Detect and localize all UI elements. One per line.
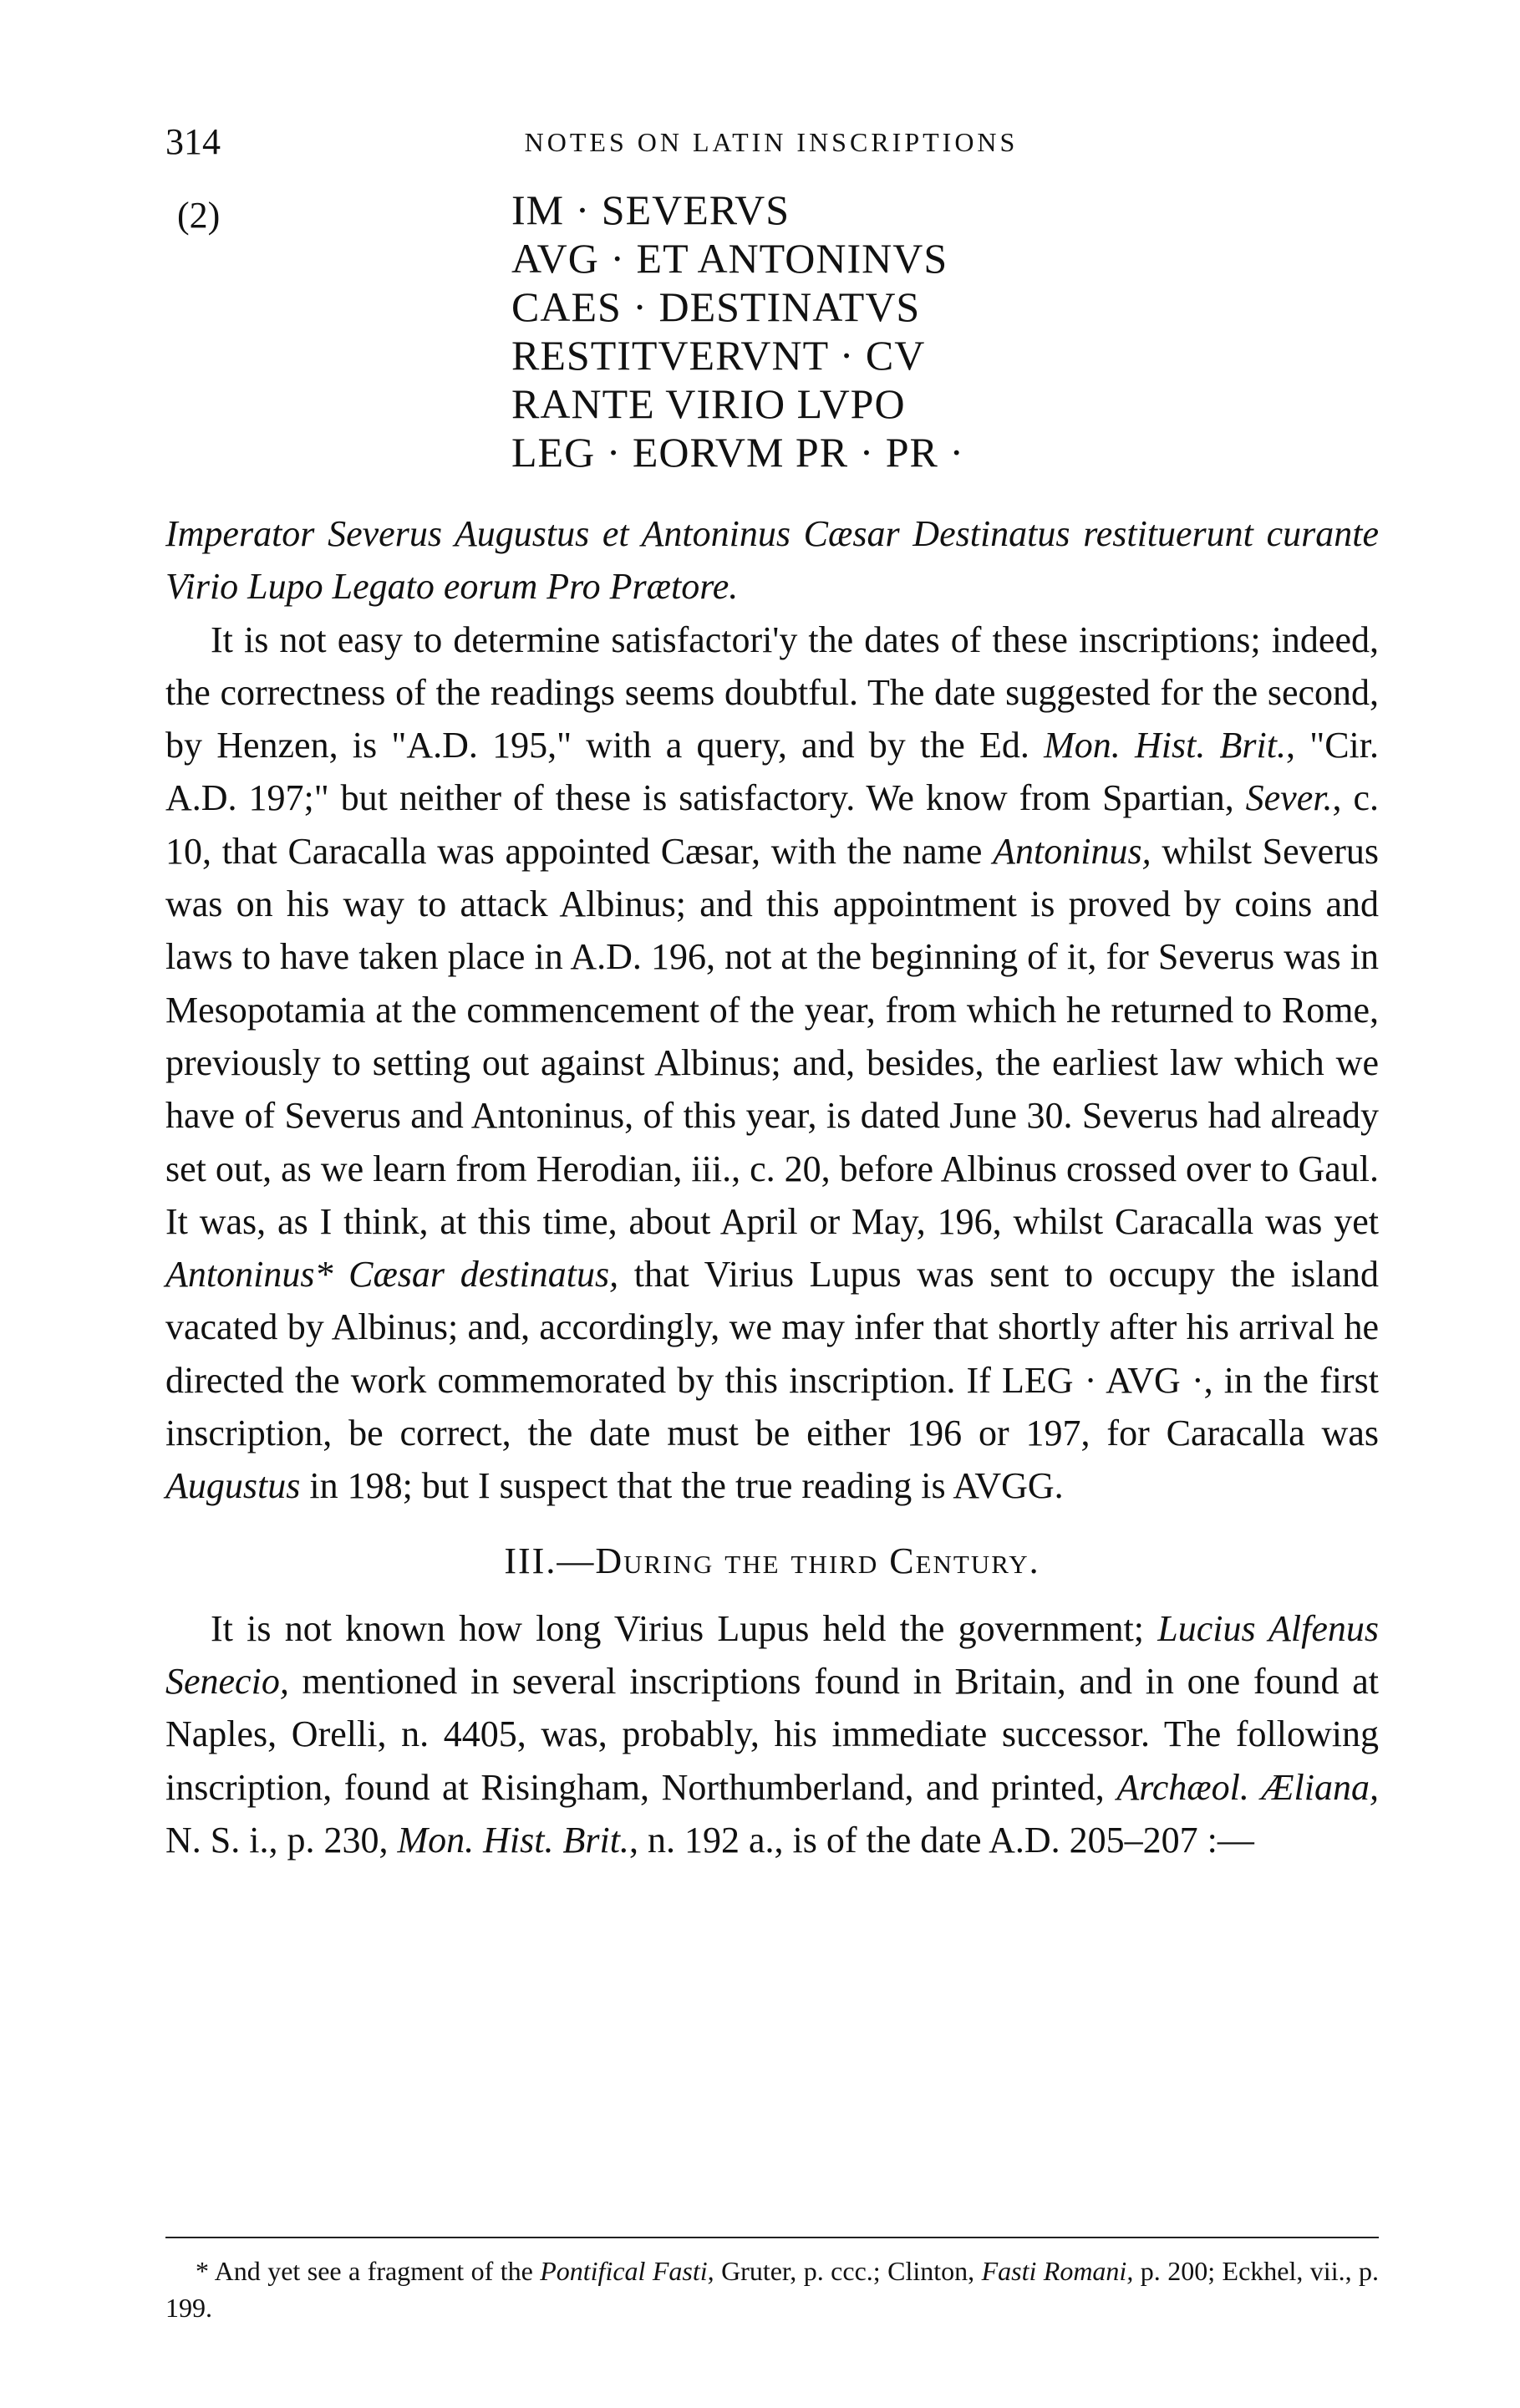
text-run: * And yet see a fragment of the (196, 2256, 541, 2286)
footnote (165, 2253, 1379, 2326)
paragraph-third-century (165, 1602, 1379, 1866)
text-run: that Virius Lupus was sent to occupy the island vacated by Albinus; and, accordingly, we may infer that shortly after his arrival he directed the work commemorated by this inscription. If LEG · AVG ·, in the first inscription, be correct, the date must be either 196 or 197, for Caracalla was (165, 1254, 1380, 1454)
italic-run: Archæol. Æliana, (1116, 1766, 1379, 1808)
running-head: NOTES ON LATIN INSCRIPTIONS (524, 127, 1019, 157)
text-run: whilst Severus was on his way to attack Albinus; and this appointment is proved by coins and laws to have taken place in A.D. 196, not at the beginning of it, for Severus was in Mesopotamia at the commencement of the year, from which he returned to Rome, previously to setting out against Albinus; and, besides, the earliest law which we have of Severus and Antoninus, of this year, is dated June 30. Severus had already set out, as we learn from Herodian, iii., c. 20, before Albinus crossed over to Gaul. It was, as I think, at this time, about April or May, 196, whilst Caracalla was yet (165, 830, 1379, 1242)
inscription-line: CAES · DESTINATVS (511, 283, 921, 330)
italic-run: Augustus (165, 1465, 301, 1507)
italic-run: Mon. Hist. Brit. (397, 1819, 629, 1861)
inscription-line: IM · SEVERVS (511, 186, 791, 233)
inscription-line: RESTITVERVNT · CV (511, 332, 926, 379)
text-run: It is not known how long Virius Lupus held the government; (211, 1607, 1158, 1649)
section-numeral: III.— (504, 1540, 596, 1581)
page-header (165, 117, 1377, 167)
body-text (165, 507, 1379, 1866)
text-run: mentioned in several inscriptions found in Britain, and in one found at Naples, Orelli, n. 4405, was, probably, his immediate successor. The following inscription, found at Risingham, Northumberland, and printed, (165, 1660, 1379, 1808)
inscription-line: RANTE VIRIO LVPO (511, 380, 906, 427)
section-title: During the third Century. (595, 1540, 1040, 1581)
page-number: 314 (165, 121, 221, 162)
text-run: Gruter, p. ccc.; Clinton, (714, 2256, 982, 2286)
inscription-number: (2) (177, 195, 221, 236)
text-run: It is not easy to determine satisfactori'y the dates of these inscriptions; indeed, the correctness of the readings seems doubtful. The date suggested for the second, by Henzen, is "A.D. 195," with a query, and by the Ed. (165, 619, 1379, 766)
italic-run: Sever. (1245, 777, 1333, 819)
text-run: p. 200; Eckhel, vii., p. 199. (165, 2256, 1380, 2323)
footnote-rule (165, 2237, 1379, 2238)
inscription-text (511, 186, 964, 476)
italic-run: Antoninus, (993, 830, 1151, 872)
footnote-text (165, 2253, 1379, 2326)
paragraph-dates (165, 613, 1379, 1513)
inscription-line: LEG · EORVM PR · PR · (511, 429, 965, 476)
inscription-translation: Imperator Severus Augustus et Antoninus Cæsar Destinatus restituerunt curante Virio Lupo Legato eorum Pro Prætore. (165, 513, 1379, 608)
italic-run: Fasti Romani, (981, 2256, 1134, 2286)
text-run: , n. 192 a., is of the date A.D. 205–207 :— (628, 1819, 1254, 1861)
text-run: N. S. i., p. 230, (165, 1819, 398, 1861)
section-heading (165, 1535, 1379, 1587)
italic-run: Lucius Alfenus Senecio, (165, 1607, 1379, 1702)
italic-run: Pontifical Fasti, (540, 2256, 714, 2286)
text-run: , c. 10, that Caracalla was appointed Cæsar, with the name (165, 777, 1379, 872)
italic-run: Mon. Hist. Brit. (1044, 725, 1287, 766)
inscription-line: AVG · ET ANTONINVS (511, 235, 948, 282)
text-run: , "Cir. A.D. 197;" but neither of these is satisfactory. We know from Spartian, (165, 725, 1379, 819)
italic-run: Antoninus* Cæsar destinatus, (165, 1254, 619, 1296)
text-run: in 198; but I suspect that the true reading is AVGG. (300, 1465, 1064, 1507)
